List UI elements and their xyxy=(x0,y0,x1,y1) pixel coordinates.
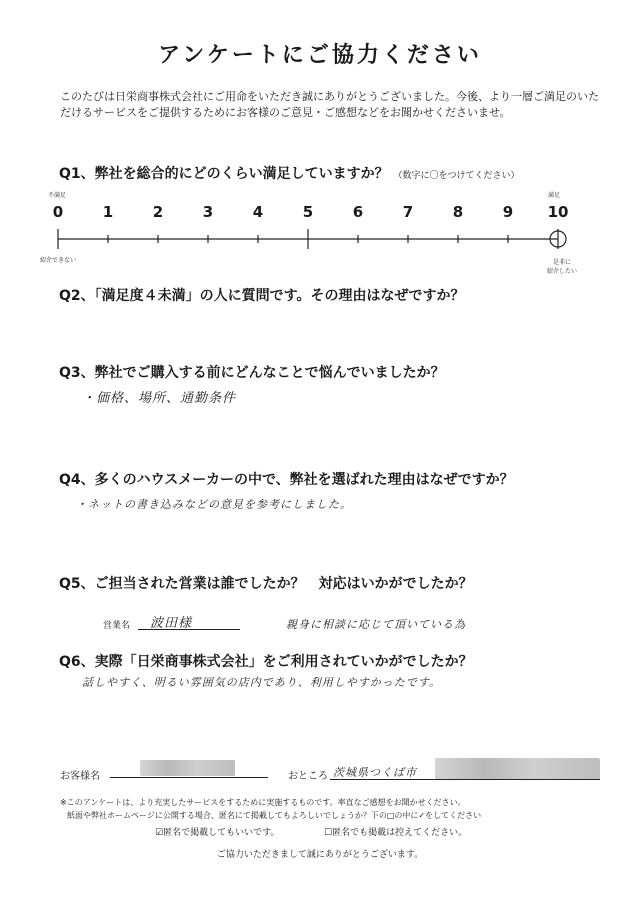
q3-answer: ・価格、場所、通勤条件 xyxy=(82,391,237,406)
q1-scale-number-7[interactable]: 7 xyxy=(402,203,414,221)
q1-question xyxy=(59,163,520,183)
q1-scale-number-8[interactable]: 8 xyxy=(452,203,464,221)
q1-scale-number-1[interactable]: 1 xyxy=(102,203,114,221)
customer-name-redacted xyxy=(140,760,235,776)
q5-answer: 親身に相談に応じて頂いている為 xyxy=(286,618,466,631)
footer-option-ok[interactable] xyxy=(155,825,279,838)
q1-scale-number-3[interactable]: 3 xyxy=(202,203,214,221)
customer-address-line xyxy=(330,779,600,780)
q1-left-bottom-label: 紹介できない xyxy=(40,257,77,264)
footer-option-ng-label: 匿名でも掲載は控えてください。 xyxy=(332,828,468,838)
q5-label: Q5、ご担当された営業は誰でしたか？ 対応はいかがでしたか？ xyxy=(59,576,473,592)
footer-option-ok-label: 匿名で掲載してもいいです。 xyxy=(163,828,280,838)
q3-label: Q3、弊社でご購入する前にどんなことで悩んでいましたか？ xyxy=(59,365,445,381)
q1-right-bottom-2: 紹介したい xyxy=(547,268,578,275)
q6-answer: 話しやすく、明るい雰囲気の店内であり、利用しやすかったです。 xyxy=(82,676,441,689)
q1-right-bottom-1: 是非に xyxy=(553,259,572,266)
q4-answer: ・ネットの書き込みなどの意見を参考にしました。 xyxy=(76,498,352,511)
customer-name-line xyxy=(110,777,268,778)
q1-scale-number-6[interactable]: 6 xyxy=(352,203,364,221)
q1-scale-number-0[interactable]: 0 xyxy=(52,203,64,221)
q1-right-bottom-label xyxy=(547,257,577,275)
q1-scale-line xyxy=(0,224,640,260)
customer-address-label: おところ xyxy=(288,771,328,782)
q5-staff-label: 営業名 xyxy=(103,621,131,631)
q1-scale-number-10[interactable]: 10 xyxy=(547,203,569,221)
q1-right-top-label: 満足 xyxy=(548,192,561,199)
q5-staff-name: 波田様 xyxy=(150,616,193,631)
q1-scale-number-5[interactable]: 5 xyxy=(302,203,314,221)
customer-name-label: お客様名 xyxy=(60,771,100,782)
footer-thanks: ご協力いただきまして誠にありがとうございます。 xyxy=(216,850,424,860)
customer-address-value: 茨城県つくば市 xyxy=(333,766,417,779)
intro-text: このたびは日栄商事株式会社にご用命をいただき誠にありがとうございました。今後、より一層ご満足のいただけるサービスをご提供するためにお客様のご意見・ご感想などをお聞かせくださいませ。 xyxy=(60,90,599,119)
q1-label: Q1、弊社を総合的にどのくらい満足していますか？ xyxy=(59,166,389,182)
q6-label: Q6、実際「日栄商事株式会社」をご利用されていかがでしたか？ xyxy=(59,654,473,670)
checkbox-empty-icon[interactable]: ☐ xyxy=(324,828,333,838)
footer-option-ng[interactable] xyxy=(324,825,467,838)
page-title: アンケートにご協力ください xyxy=(158,43,482,68)
q1-scale-number-4[interactable]: 4 xyxy=(252,203,264,221)
checkbox-checked-icon[interactable]: ☑ xyxy=(155,828,164,838)
q2-label: Q2、「満足度４未満」の人に質問です。その理由はなぜですか？ xyxy=(59,288,465,304)
customer-address-redacted xyxy=(435,758,600,780)
q1-scale-number-9[interactable]: 9 xyxy=(502,203,514,221)
footer-note-1: ※このアンケートは、より充実したサービスをするために実施するものです。率直なご感想をお聞かせください。 xyxy=(60,798,466,807)
q1-note: （数字に〇をつけてください） xyxy=(393,171,520,181)
q1-scale-number-2[interactable]: 2 xyxy=(152,203,164,221)
footer-note-2: 紙面や弊社ホームページに公開する場合、匿名にて掲載してもよろしいでしょうか？下の□の中に✓をしてください xyxy=(67,811,482,820)
q4-label: Q4、多くのハウスメーカーの中で、弊社を選ばれた理由はなぜですか？ xyxy=(59,472,514,488)
q1-left-top-label: 不満足 xyxy=(48,192,67,199)
